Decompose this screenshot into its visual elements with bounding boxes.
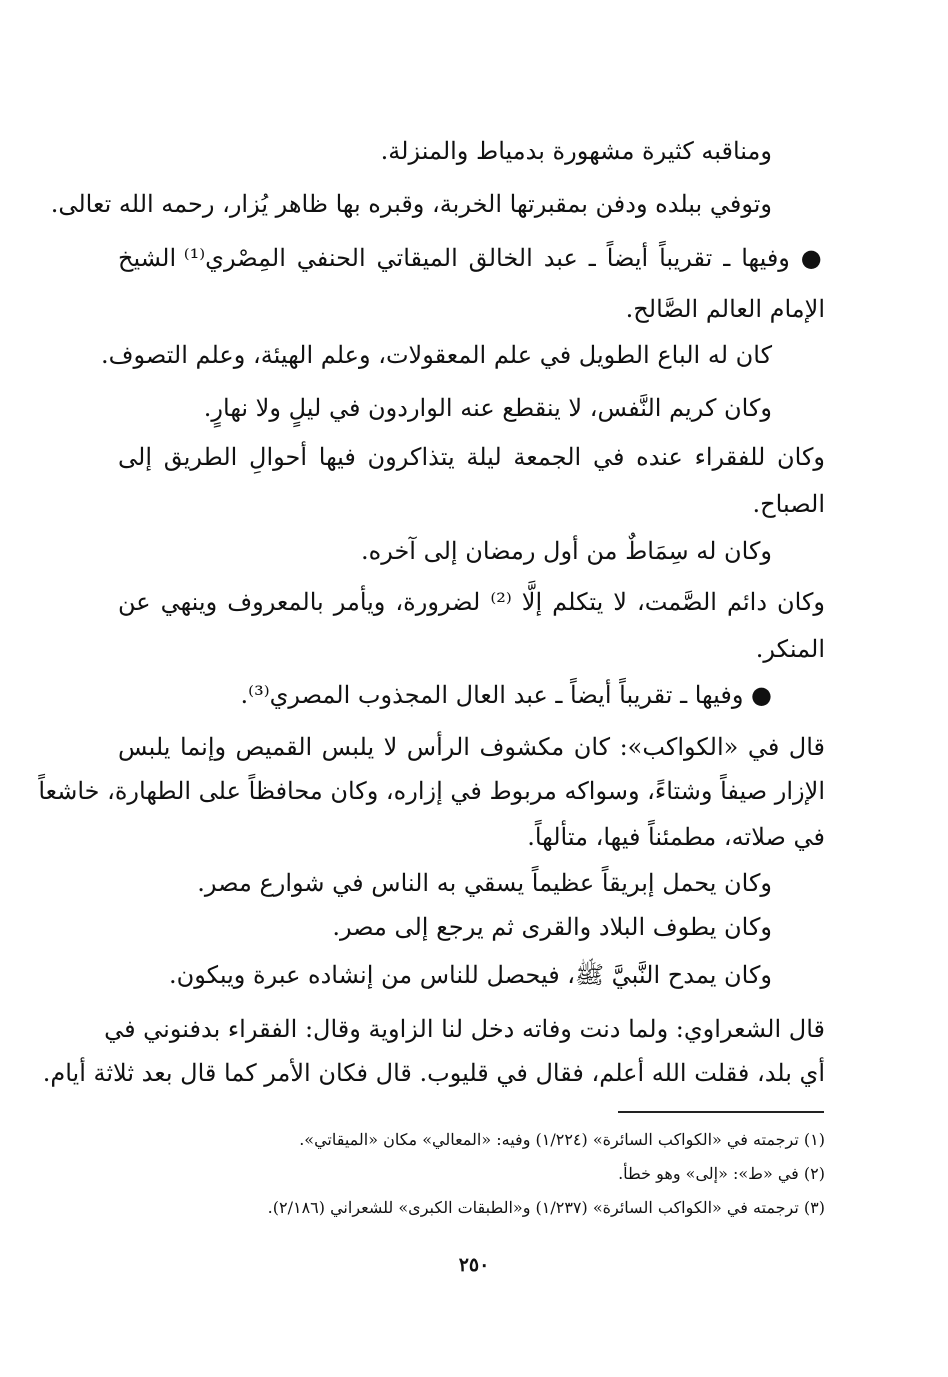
text-line: ومناقبه كثيرة مشهورة بدمياط والمنزلة. xyxy=(380,137,772,165)
text-line: في صلاته، مطمئناً فيها، متألهاً. xyxy=(527,823,825,851)
text-line: الصباح. xyxy=(752,490,825,518)
text-line: وكان دائم الصَّمت، لا يتكلم إلَّا ⁽²⁾ لضرورة، ويأمر بالمعروف وينهي عن xyxy=(118,588,825,616)
text-line: وكان يحمل إبريقاً عظيماً يسقي به الناس في شوارع مصر. xyxy=(197,869,772,897)
page-number: ٢٥٠ xyxy=(458,1254,490,1276)
text-line: أي بلد، فقلت الله أعلم، فقال في قليوب. قال فكان الأمر كما قال بعد ثلاثة أيام. xyxy=(42,1059,825,1087)
text-line: قال في «الكواكب»: كان مكشوف الرأس لا يلبس القميص وإنما يلبس xyxy=(118,733,825,761)
text-line: كان له الباع الطويل في علم المعقولات، وعلم الهيئة، وعلم التصوف. xyxy=(100,341,772,369)
text-line: وكان للفقراء عنده في الجمعة ليلة يتذاكرون فيها أحوالِ الطريق إلى xyxy=(118,443,825,471)
text-line: ● وفيها ـ تقريباً أيضاً ـ عبد الخالق الميقاتي الحنفي المِصْري⁽¹⁾ الشيخ xyxy=(118,244,825,272)
text-line: الإزار صيفاً وشتاءً، وسواكه مربوط في إزاره، وكان محافظاً على الطهارة، خاشعاً xyxy=(38,777,825,805)
text-line: وكان كريم النَّفس، لا ينقطع عنه الواردون في ليلٍ ولا نهارٍ. xyxy=(203,394,772,422)
text-line: قال الشعراوي: ولما دنت وفاته دخل لنا الزاوية وقال: الفقراء بدفنوني في xyxy=(104,1015,825,1043)
footnote-separator xyxy=(618,1111,824,1113)
text-line: ● وفيها ـ تقريباً أيضاً ـ عبد العال المجذوب المصري⁽³⁾. xyxy=(240,681,772,709)
text-line: الإمام العالم الصَّالح. xyxy=(625,295,825,323)
footnote: (٢) في «ط»: «إلى» وهو خطأ. xyxy=(618,1164,825,1183)
footnote: (٣) ترجمته في «الكواكب السائرة» (١/٢٣٧) و«الطبقات الكبرى» للشعراني (٢/١٨٦). xyxy=(267,1198,825,1217)
text-line: وكان يمدح النَّبيَّ ﷺ، فيحصل للناس من إنشاده عبرة ويبكون. xyxy=(168,961,772,989)
footnote: (١) ترجمته في «الكواكب السائرة» (١/٢٢٤) وفيه: «المعالي» مكان «الميقاتي». xyxy=(299,1130,825,1149)
text-line: المنكر. xyxy=(755,635,825,663)
text-line: وكان يطوف البلاد والقرى ثم يرجع إلى مصر. xyxy=(332,913,772,941)
text-line: وتوفي ببلده ودفن بمقبرتها الخربة، وقبره بها ظاهر يُزار، رحمه الله تعالى. xyxy=(50,190,772,218)
text-line: وكان له سِمَاطٌ من أول رمضان إلى آخره. xyxy=(361,537,772,565)
